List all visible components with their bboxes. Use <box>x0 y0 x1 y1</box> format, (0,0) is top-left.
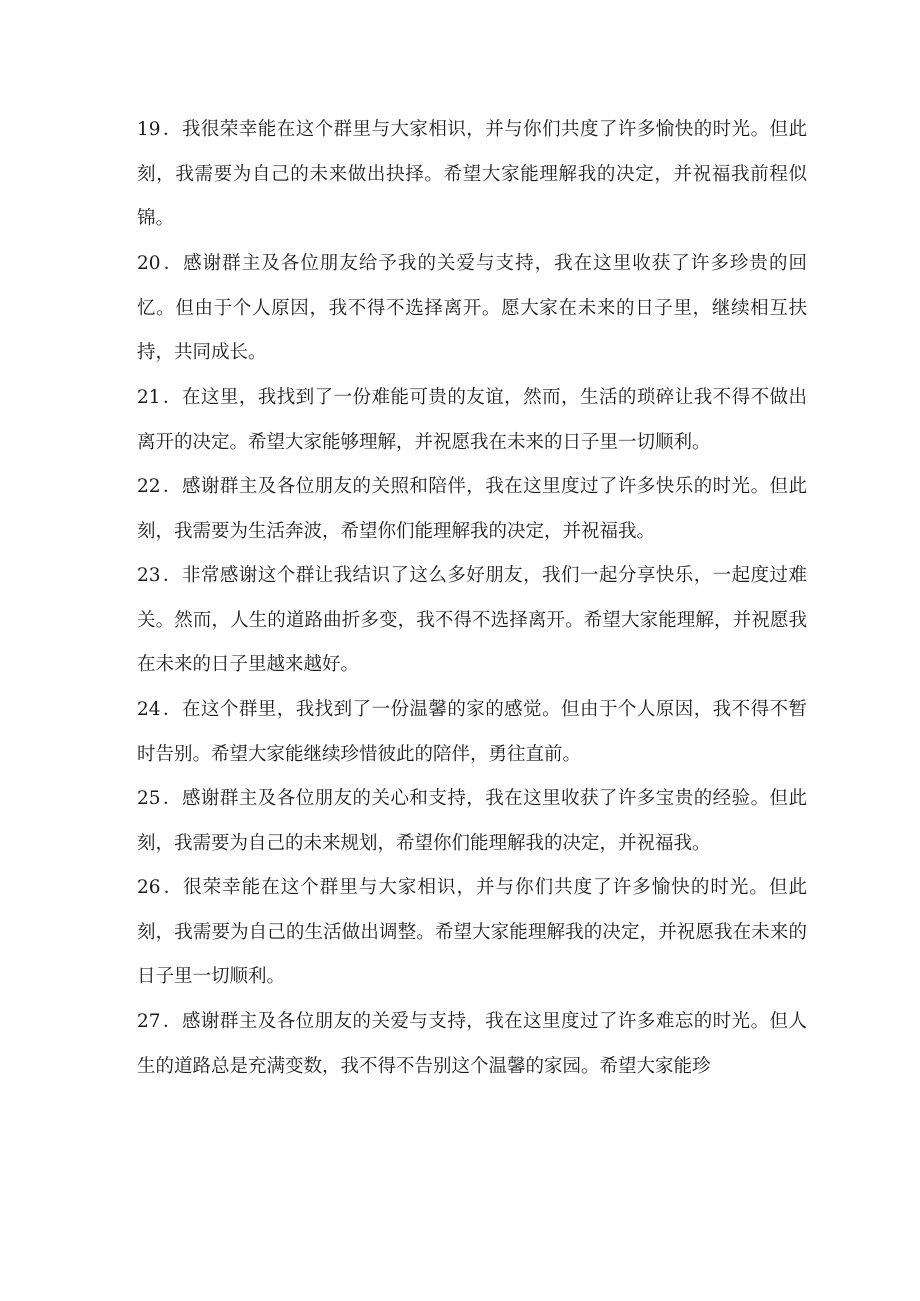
paragraph-19: 19 ．我很荣幸能在这个群里与大家相识，并与你们共度了许多愉快的时光。但此刻，我需要为自己的未来做出抉择。希望大家能理解我的决定，并祝福我前程似锦。 <box>137 119 807 230</box>
paragraph-25: 25 ．感谢群主及各位朋友的关心和支持，我在这里收获了许多宝贵的经验。但此刻，我需要为自己的未来规划，希望你们能理解我的决定，并祝福我。 <box>137 788 807 854</box>
paragraph-number: 22 <box>137 476 161 497</box>
paragraph-text: 在这里，我找到了一份难能可贵的友谊，然而，生活的琐碎让我不得不做出离开的决定。希望大家能够理解，并祝愿我在未来的日子里一切顺利。 <box>137 387 807 453</box>
paragraph-text: 感谢群主及各位朋友的关爱与支持，我在这里度过了许多难忘的时光。但人生的道路总是充满变数，我不得不告别这个温馨的家园。希望大家能珍 <box>137 1011 807 1077</box>
paragraph-text: 很荣幸能在这个群里与大家相识，并与你们共度了许多愉快的时光。但此刻，我需要为自己的生活做出调整。希望大家能理解我的决定，并祝愿我在未来的日子里一切顺利。 <box>137 877 807 988</box>
paragraph-26: 26 ．很荣幸能在这个群里与大家相识，并与你们共度了许多愉快的时光。但此刻，我需要为自己的生活做出调整。希望大家能理解我的决定，并祝愿我在未来的日子里一切顺利。 <box>137 877 807 988</box>
paragraph-text: 在这个群里，我找到了一份温馨的家的感觉。但由于个人原因，我不得不暂时告别。希望大家能继续珍惜彼此的陪伴，勇往直前。 <box>137 699 807 765</box>
paragraph-text: 感谢群主及各位朋友给予我的关爱与支持，我在这里收获了许多珍贵的回忆。但由于个人原因，我不得不选择离开。愿大家在未来的日子里，继续相互扶持，共同成长。 <box>137 253 807 364</box>
paragraph-number: 24 <box>137 699 161 720</box>
paragraph-number: 27 <box>137 1011 161 1032</box>
paragraph-22: 22 ．感谢群主及各位朋友的关照和陪伴，我在这里度过了许多快乐的时光。但此刻，我需要为生活奔波，希望你们能理解我的决定，并祝福我。 <box>137 476 807 542</box>
paragraph-text: 非常感谢这个群让我结识了这么多好朋友，我们一起分享快乐，一起度过难关。然而，人生的道路曲折多变，我不得不选择离开。希望大家能理解，并祝愿我在未来的日子里越来越好。 <box>137 565 807 676</box>
paragraph-number: 25 <box>137 788 161 809</box>
paragraph-text: 感谢群主及各位朋友的关照和陪伴，我在这里度过了许多快乐的时光。但此刻，我需要为生活奔波，希望你们能理解我的决定，并祝福我。 <box>137 476 807 542</box>
paragraph-text: 我很荣幸能在这个群里与大家相识，并与你们共度了许多愉快的时光。但此刻，我需要为自己的未来做出抉择。希望大家能理解我的决定，并祝福我前程似锦。 <box>137 119 807 230</box>
paragraph-number: 23 <box>137 565 161 586</box>
paragraph-21: 21 ．在这里，我找到了一份难能可贵的友谊，然而，生活的琐碎让我不得不做出离开的决定。希望大家能够理解，并祝愿我在未来的日子里一切顺利。 <box>137 387 807 453</box>
paragraph-23: 23 ．非常感谢这个群让我结识了这么多好朋友，我们一起分享快乐，一起度过难关。然而，人生的道路曲折多变，我不得不选择离开。希望大家能理解，并祝愿我在未来的日子里越来越好。 <box>137 565 807 676</box>
paragraph-number: 21 <box>137 387 161 408</box>
paragraph-number: 26 <box>137 877 161 898</box>
paragraph-27: 27 ．感谢群主及各位朋友的关爱与支持，我在这里度过了许多难忘的时光。但人生的道路总是充满变数，我不得不告别这个温馨的家园。希望大家能珍 <box>137 1011 807 1077</box>
paragraph-24: 24 ．在这个群里，我找到了一份温馨的家的感觉。但由于个人原因，我不得不暂时告别。希望大家能继续珍惜彼此的陪伴，勇往直前。 <box>137 699 807 765</box>
paragraph-number: 20 <box>137 253 161 274</box>
paragraph-number: 19 <box>137 119 161 140</box>
paragraph-20: 20 ．感谢群主及各位朋友给予我的关爱与支持，我在这里收获了许多珍贵的回忆。但由于个人原因，我不得不选择离开。愿大家在未来的日子里，继续相互扶持，共同成长。 <box>137 253 807 364</box>
paragraph-text: 感谢群主及各位朋友的关心和支持，我在这里收获了许多宝贵的经验。但此刻，我需要为自己的未来规划，希望你们能理解我的决定，并祝福我。 <box>137 788 807 854</box>
